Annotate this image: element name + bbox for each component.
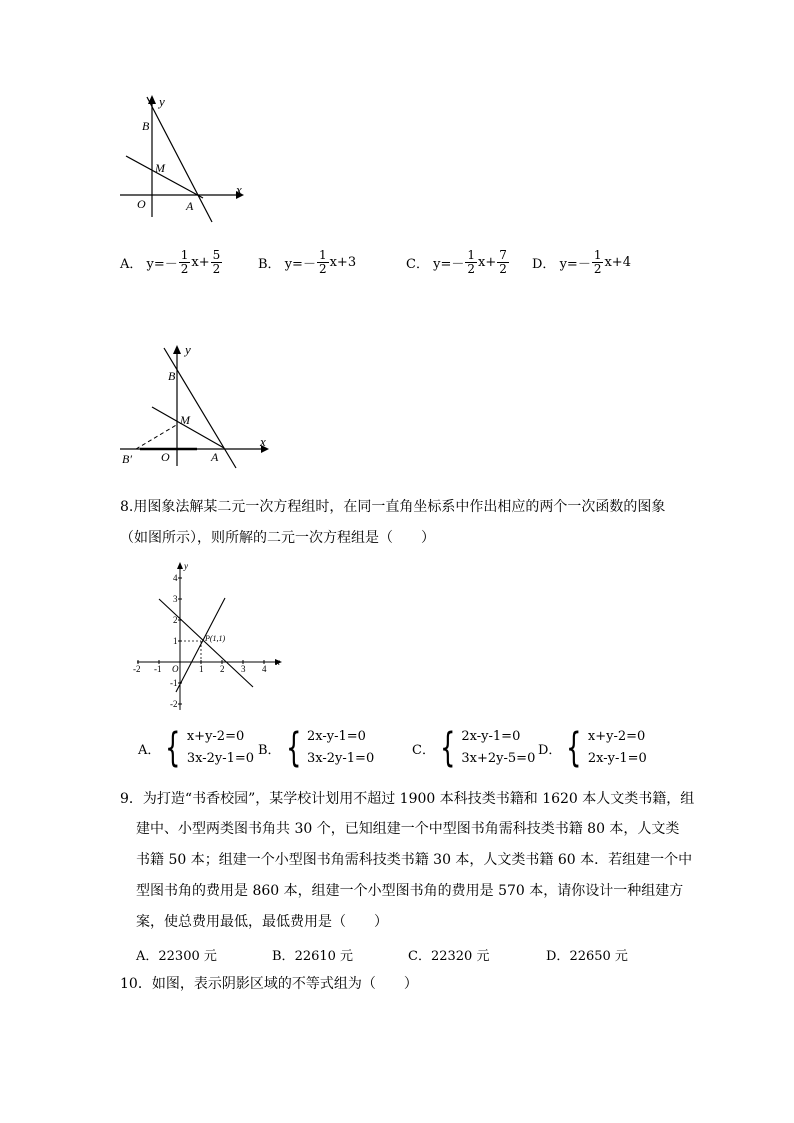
brace-icon: { bbox=[165, 725, 181, 771]
graph-2 bbox=[112, 340, 277, 470]
q8-stem-line-1: 8.用图象法解某二元一次方程组时，在同一直角坐标系中作出相应的两个一次函数的图象 bbox=[120, 499, 666, 515]
q9-option-d[interactable]: D． 22650 元 bbox=[546, 949, 628, 964]
y-axis-label: y bbox=[159, 94, 165, 109]
y-tick: 3 bbox=[173, 594, 178, 604]
q9-option-a[interactable]: A． 22300 元 bbox=[136, 949, 217, 964]
q7-option-b[interactable]: B． y=－ $\frac{1}{2}$ x+3 bbox=[258, 248, 357, 276]
x-tick: -2 bbox=[133, 664, 141, 674]
q9-option-c[interactable]: C． 22320 元 bbox=[408, 949, 490, 964]
fraction: $\frac{7}{2}$ bbox=[499, 248, 507, 276]
q9-stem-line-2: 建中、小型两类图书角共 30 个，已知组建一个中型图书角需科技类书籍 80 本，人文类 bbox=[136, 821, 680, 837]
point-a-label: A bbox=[211, 450, 219, 464]
fraction: $\frac{5}{2}$ bbox=[212, 248, 221, 276]
x-axis-label: x bbox=[276, 657, 280, 667]
brace-icon: { bbox=[566, 725, 582, 771]
q9-stem-line-5: 案，使总费用最低，最低费用是（ ） bbox=[136, 914, 388, 930]
graph-3 bbox=[135, 560, 285, 715]
q9-stem-line-1: 9．为打造“书香校园”，某学校计划用不超过 1900 本科技类书籍和 1620 本人文类书籍，组 bbox=[120, 791, 695, 807]
q8-option-a[interactable]: A． { x+y-2=0 3x-2y-1=0 bbox=[138, 725, 255, 771]
fraction: $\frac{1}{2}$ bbox=[467, 248, 475, 276]
q10-stem: 10．如图，表示阴影区域的不等式组为（ ） bbox=[120, 976, 418, 992]
q7-option-c[interactable]: C． y=－ $\frac{1}{2}$ x+ $\frac{7}{2}$ bbox=[406, 248, 507, 276]
origin-label: O bbox=[137, 197, 146, 211]
q9-stem-line-4: 型图书角的费用是 860 本，组建一个小型图书角的费用是 570 本，请你设计一种组建方 bbox=[136, 883, 684, 899]
fraction: $\frac{1}{2}$ bbox=[180, 248, 189, 276]
point-b-label: B bbox=[168, 369, 176, 383]
x-tick: 1 bbox=[199, 664, 204, 674]
y-axis-label: y bbox=[185, 342, 191, 357]
x-axis-label: x bbox=[236, 182, 242, 197]
y-tick: -1 bbox=[170, 678, 178, 688]
q7-option-d[interactable]: D． y=－ $\frac{1}{2}$ x+4 bbox=[532, 248, 631, 276]
graph-1 bbox=[112, 92, 252, 222]
brace-icon: { bbox=[285, 725, 301, 771]
point-m-label: M bbox=[155, 161, 165, 175]
q9-option-b[interactable]: B． 22610 元 bbox=[272, 949, 354, 964]
x-tick: 4 bbox=[262, 664, 267, 674]
x-tick: -1 bbox=[154, 664, 162, 674]
q7-option-a[interactable]: A． y=－ $\frac{1}{2}$ x+ $\frac{5}{2}$ bbox=[120, 248, 221, 276]
y-tick: 1 bbox=[173, 636, 178, 646]
q8-option-d[interactable]: D． { x+y-2=0 2x-y-1=0 bbox=[538, 725, 647, 771]
point-a-label: A bbox=[186, 199, 194, 213]
point-b-prime-label: B′ bbox=[122, 452, 132, 466]
point-m-label: M bbox=[180, 413, 190, 427]
point-b-label: B bbox=[142, 119, 150, 133]
x-tick: 3 bbox=[241, 664, 246, 674]
brace-icon: { bbox=[440, 725, 456, 771]
y-tick: -2 bbox=[170, 699, 178, 709]
fraction: $\frac{1}{2}$ bbox=[318, 248, 327, 276]
q9-stem-line-3: 书籍 50 本；组建一个小型图书角需科技类书籍 30 本，人文类书籍 60 本．若组建一个中 bbox=[136, 852, 693, 868]
q8-option-b[interactable]: B． { 2x-y-1=0 3x-2y-1=0 bbox=[258, 725, 375, 771]
x-axis-label: x bbox=[260, 434, 266, 449]
y-axis-label: y bbox=[184, 561, 188, 571]
x-tick: 2 bbox=[220, 664, 225, 674]
q8-stem-line-2: （如图所示），则所解的二元一次方程组是（ ） bbox=[120, 530, 435, 546]
origin-label: O bbox=[172, 664, 179, 674]
y-tick: 4 bbox=[173, 573, 178, 583]
y-tick: 2 bbox=[173, 615, 178, 625]
fraction: $\frac{1}{2}$ bbox=[593, 248, 602, 276]
q8-option-c[interactable]: C． { 2x-y-1=0 3x+2y-5=0 bbox=[412, 725, 536, 771]
origin-label: O bbox=[161, 450, 170, 464]
point-p-label: P(1,1) bbox=[205, 634, 226, 643]
